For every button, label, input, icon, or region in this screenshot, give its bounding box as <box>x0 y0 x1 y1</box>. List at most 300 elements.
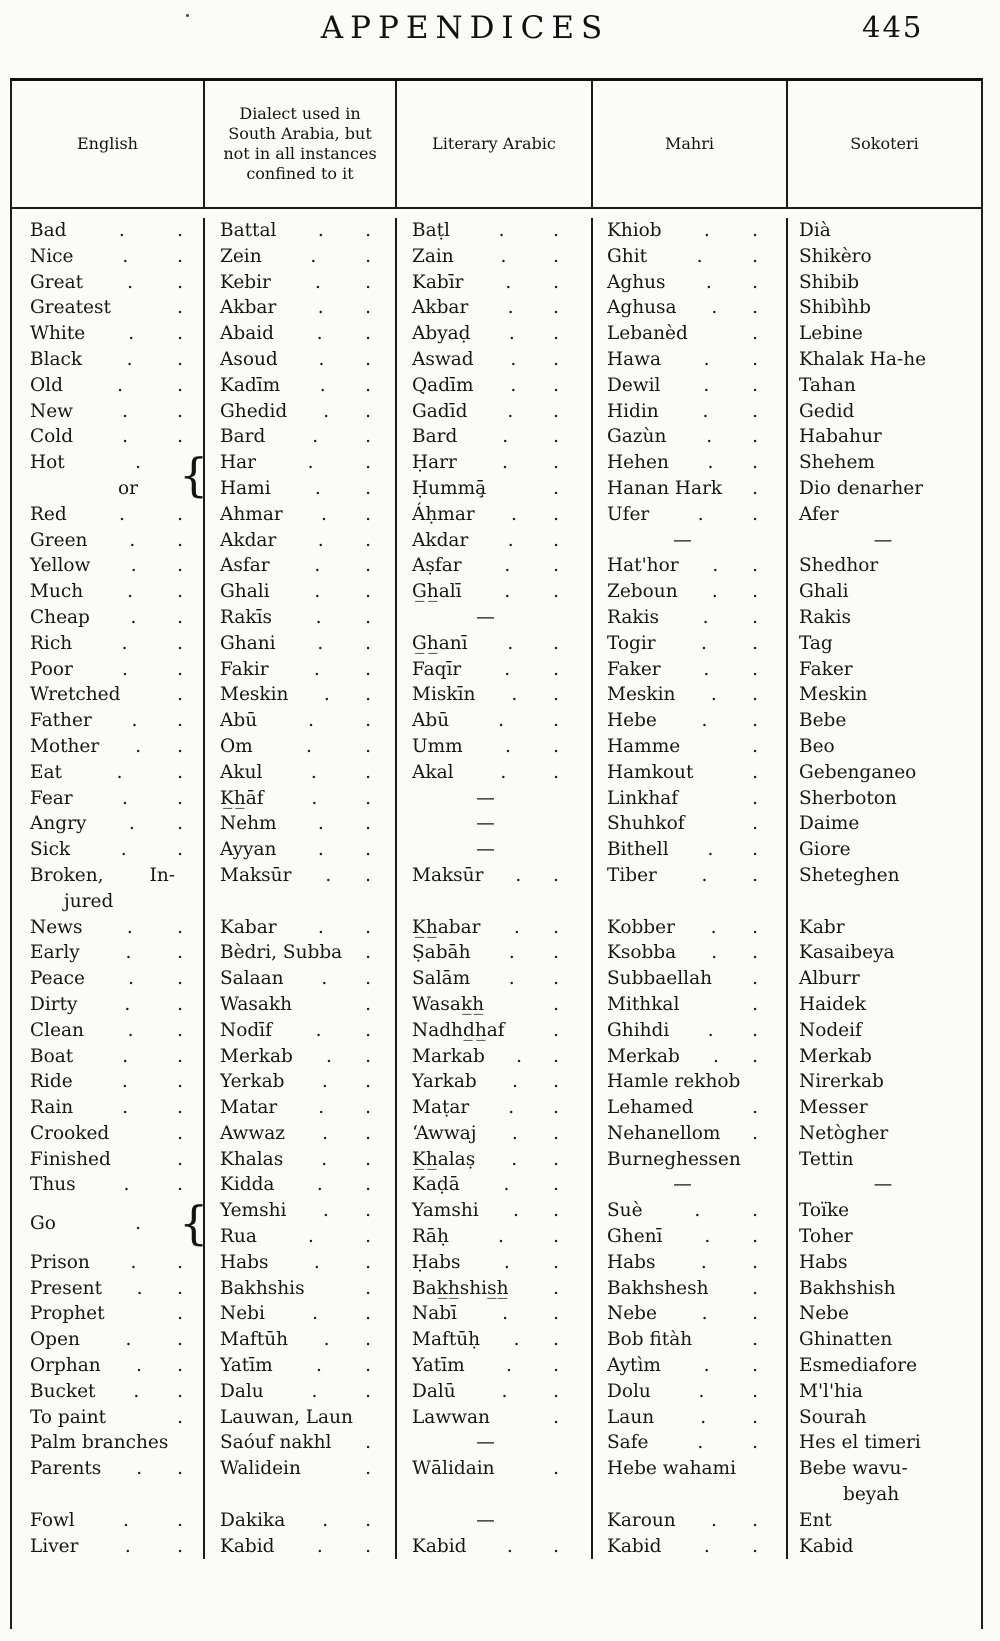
leader-dot: . <box>177 1174 183 1196</box>
table-cell <box>397 786 593 812</box>
table-cell <box>593 1172 788 1198</box>
table-cell <box>788 1095 981 1121</box>
leader-dot: . <box>316 323 323 345</box>
leader-dot: . <box>136 1458 143 1480</box>
table-cell <box>593 1069 788 1095</box>
leader-dot: . <box>308 1226 314 1248</box>
entry-word: Lauwan, Laun <box>220 1406 353 1428</box>
entry-word: Kabid <box>799 1535 854 1557</box>
entry-word: G̲h̲anī <box>412 632 468 654</box>
table-cell <box>12 1379 205 1405</box>
vocabulary-table <box>10 78 983 1629</box>
leader-dot: . <box>118 503 125 525</box>
table-cell <box>397 347 593 373</box>
entry-word: Fear <box>30 787 73 809</box>
table-cell <box>788 631 981 657</box>
leader-dot: . <box>177 1458 183 1480</box>
leader-dot: . <box>365 323 371 345</box>
entry-word: Greatest <box>30 297 111 319</box>
entry-word: Ent <box>799 1509 832 1531</box>
leader-dot: . <box>177 1303 183 1325</box>
entry-word: News <box>30 916 83 938</box>
table-cell <box>397 1430 593 1456</box>
leader-dot: . <box>177 606 183 628</box>
leader-dot: . <box>177 968 183 990</box>
leader-dot: . <box>135 1355 142 1377</box>
entry-word: Bakhshesh <box>607 1277 709 1299</box>
table-cell <box>788 1276 981 1302</box>
leader-dot: . <box>365 374 371 396</box>
leader-dot: . <box>365 1329 371 1351</box>
table-cell <box>788 270 981 296</box>
entry-word: Akbar <box>220 297 277 319</box>
leader-dot: . <box>503 1251 510 1273</box>
entry-word: Ḥabs <box>412 1251 461 1273</box>
entry-word: Maṭar <box>412 1097 470 1119</box>
leader-dot: . <box>121 632 128 654</box>
entry-word: Zeboun <box>607 581 678 603</box>
entry-word: Nebe <box>607 1303 657 1325</box>
entry-word: Walidein <box>220 1458 301 1480</box>
table-cell <box>205 863 397 889</box>
leader-dot: . <box>314 581 321 603</box>
table-cell <box>593 1379 788 1405</box>
table-cell <box>397 734 593 760</box>
entry-word: Daime <box>799 813 860 835</box>
table-body <box>12 209 981 1559</box>
entry-word: Rua <box>220 1226 257 1248</box>
leader-dot: . <box>500 761 507 783</box>
entry-word: Afer <box>799 503 839 525</box>
entry-word: To paint <box>30 1406 107 1428</box>
entry-word: Yarkab <box>412 1071 477 1093</box>
entry-word: Hawa <box>607 348 662 370</box>
leader-dot: . <box>504 735 511 757</box>
leader-dot: . <box>510 503 517 525</box>
leader-dot: . <box>752 1277 758 1299</box>
entry-word: Giore <box>799 839 851 861</box>
table-cell <box>788 321 981 347</box>
table-cell <box>788 1482 981 1508</box>
leader-dot: . <box>365 348 371 370</box>
leader-dot: . <box>752 735 758 757</box>
entry-word: Nirerkab <box>799 1071 884 1093</box>
leader-dot: . <box>312 426 319 448</box>
leader-dot: . <box>752 1226 758 1248</box>
entry-word: Kabar <box>220 916 277 938</box>
table-cell <box>205 270 397 296</box>
leader-dot: . <box>511 1148 518 1170</box>
entry-word: Nebi <box>220 1303 265 1325</box>
table-cell <box>593 1430 788 1456</box>
leader-dot: . <box>516 1045 522 1067</box>
leader-dot: . <box>122 1509 129 1531</box>
leader-dot: . <box>711 581 718 603</box>
leader-dot: . <box>553 374 559 396</box>
entry-word: ‘Awwaj <box>412 1122 477 1144</box>
empty-entry-dash: — <box>476 813 495 835</box>
table-cell <box>593 270 788 296</box>
leader-dot: . <box>116 761 123 783</box>
entry-word: Shibìhb <box>799 297 872 319</box>
table-cell <box>12 837 205 863</box>
leader-dot: . <box>553 1122 559 1144</box>
leader-dot: . <box>553 710 559 732</box>
leader-dot: . <box>703 1535 710 1557</box>
table-cell <box>788 450 981 476</box>
table-cell <box>205 1405 397 1431</box>
entry-word: Linkhaf <box>607 787 679 809</box>
table-cell <box>12 708 205 734</box>
table-cell <box>12 1196 209 1251</box>
table-cell <box>12 579 205 605</box>
table-cell <box>205 1430 397 1456</box>
leader-dot: . <box>713 1045 719 1067</box>
table-cell <box>788 682 981 708</box>
entry-word: Great <box>30 271 84 293</box>
entry-word: beyah <box>843 1484 900 1506</box>
entry-word: Gedid <box>799 400 855 422</box>
table-cell <box>593 966 788 992</box>
leader-dot: . <box>177 632 183 654</box>
table-cell <box>397 708 593 734</box>
table-row <box>12 915 981 941</box>
entry-word: Kabid <box>412 1535 467 1557</box>
leader-dot: . <box>177 1509 183 1531</box>
entry-word: Clean <box>30 1019 84 1041</box>
table-cell <box>397 1456 593 1482</box>
table-cell <box>205 1508 397 1534</box>
entry-word: Hidin <box>607 400 659 422</box>
table-cell <box>12 786 205 812</box>
leader-dot: . <box>365 916 371 938</box>
entry-word: Abyaḍ <box>412 323 471 345</box>
entry-word: Lebanèd <box>607 323 688 345</box>
table-cell <box>205 1121 397 1147</box>
leader-dot: . <box>365 839 371 861</box>
leader-dot: . <box>320 503 327 525</box>
leader-dot: . <box>752 477 758 499</box>
table-row <box>12 657 981 683</box>
entry-word: Aghusa <box>607 297 677 319</box>
leader-dot: . <box>710 1509 717 1531</box>
entry-word: Shibib <box>799 271 860 293</box>
table-cell <box>788 1069 981 1095</box>
leader-dot: . <box>118 220 125 241</box>
leader-dot: . <box>752 220 758 241</box>
table-cell <box>205 450 397 476</box>
table-cell <box>788 992 981 1018</box>
leader-dot: . <box>553 993 559 1015</box>
entry-word: Battal <box>220 220 277 241</box>
leader-dot: . <box>127 581 134 603</box>
entry-word: Hes el timeri <box>799 1432 921 1454</box>
leader-dot: . <box>321 1071 328 1093</box>
leader-dot: . <box>365 1045 371 1067</box>
entry-word: Ksobba <box>607 942 677 964</box>
entry-word: Angry <box>30 813 87 835</box>
table-cell <box>397 682 593 708</box>
table-cell <box>397 321 593 347</box>
table-row <box>12 966 981 992</box>
leader-dot: . <box>752 684 758 706</box>
entry-word: Mother <box>30 735 100 757</box>
entry-word: Bèdri, Subba <box>220 942 343 964</box>
entry-word: Gebenganeo <box>799 761 917 783</box>
table-cell <box>788 889 981 915</box>
leader-dot: . <box>365 1277 371 1299</box>
table-cell <box>788 502 981 528</box>
table-row <box>12 889 981 915</box>
leader-dot: . <box>553 1148 559 1170</box>
leader-dot: . <box>508 1097 515 1119</box>
table-cell <box>593 502 788 528</box>
leader-dot: . <box>515 864 522 886</box>
table-row <box>12 1456 981 1482</box>
leader-dot: . <box>123 1174 130 1196</box>
entry-word: Bithell <box>607 839 669 861</box>
leader-dot: . <box>365 271 371 293</box>
table-cell <box>397 889 593 915</box>
entry-word: Zain <box>412 245 454 267</box>
leader-dot: . <box>128 968 134 990</box>
table-cell <box>12 760 205 786</box>
leader-dot: . <box>696 245 703 267</box>
table-cell <box>788 734 981 760</box>
leader-dot: . <box>510 374 517 396</box>
table-cell <box>593 399 788 425</box>
table-row <box>12 682 981 708</box>
entry-word: Kidda <box>220 1174 275 1196</box>
column-header-dialect: Dialect used in South Arabia, but not in all instances confined to it <box>205 81 397 209</box>
entry-word: Green <box>30 529 88 551</box>
entry-word: Dio denarher <box>799 477 924 499</box>
table-cell <box>205 1044 397 1070</box>
leader-dot: . <box>502 452 508 474</box>
leader-dot: . <box>752 658 758 680</box>
leader-dot: . <box>507 529 514 551</box>
entry-word: Sheteghen <box>799 864 900 886</box>
table-cell <box>788 1224 981 1250</box>
table-cell <box>593 347 788 373</box>
table-row <box>12 992 981 1018</box>
entry-word: Markab <box>412 1045 485 1067</box>
leader-dot: . <box>177 323 183 345</box>
table-cell <box>12 321 205 347</box>
table-cell <box>205 605 397 631</box>
leader-dot: . <box>124 1535 131 1557</box>
leader-dot: . <box>553 1535 559 1557</box>
leader-dot: . <box>752 916 758 938</box>
entry-word: Habahur <box>799 426 882 448</box>
table-cell <box>397 760 593 786</box>
entry-word: Nodīf <box>220 1019 272 1041</box>
leader-dot: . <box>125 942 132 964</box>
empty-entry-dash: — <box>673 529 692 551</box>
entry-word: Maftūḥ <box>412 1329 481 1351</box>
table-cell <box>12 940 205 966</box>
leader-dot: . <box>365 813 371 835</box>
leader-dot: . <box>321 1148 328 1170</box>
empty-entry-dash: — <box>673 1174 692 1196</box>
table-cell <box>397 1301 593 1327</box>
entry-word: Black <box>30 348 83 370</box>
table-cell <box>12 1044 205 1070</box>
table-cell <box>397 244 593 270</box>
leader-dot: . <box>177 271 183 293</box>
column-header-literary-arabic: Literary Arabic <box>397 81 593 209</box>
leader-dot: . <box>318 1097 325 1119</box>
entry-word: Bebe wavu- <box>799 1458 908 1480</box>
entry-word: Netògher <box>799 1122 889 1144</box>
entry-word: Maksūr <box>220 864 292 886</box>
entry-word: Rain <box>30 1097 74 1119</box>
leader-dot: . <box>504 658 511 680</box>
table-cell <box>205 373 397 399</box>
leader-dot: . <box>711 942 718 964</box>
row-group-brace: { <box>179 448 209 503</box>
table-row <box>12 424 981 450</box>
entry-word: Nice <box>30 245 74 267</box>
table-cell <box>12 1121 205 1147</box>
table-cell <box>593 631 788 657</box>
entry-word: Meskin <box>607 684 676 706</box>
leader-dot: . <box>498 220 505 241</box>
table-cell <box>397 811 593 837</box>
table-cell <box>205 1224 397 1250</box>
leader-dot: . <box>553 477 559 499</box>
leader-dot: . <box>553 245 559 267</box>
entry-word: Messer <box>799 1097 868 1119</box>
table-cell <box>593 657 788 683</box>
entry-word: Khalak Ha-he <box>799 348 927 370</box>
leader-dot: . <box>501 1380 508 1402</box>
table-cell <box>593 1456 788 1482</box>
table-cell <box>788 1044 981 1070</box>
entry-word: Bakhshis <box>220 1277 305 1299</box>
leader-dot: . <box>553 323 559 345</box>
table-cell <box>12 1172 205 1198</box>
table-cell <box>12 992 205 1018</box>
leader-dot: . <box>365 220 371 241</box>
entry-word: Faker <box>607 658 661 680</box>
leader-dot: . <box>752 839 758 861</box>
table-row <box>12 1121 981 1147</box>
leader-dot: . <box>177 529 183 551</box>
column-header-english: English <box>12 81 205 209</box>
leader-dot: . <box>553 1251 559 1273</box>
entry-word: Tahan <box>799 374 856 396</box>
leader-dot: . <box>365 1509 371 1531</box>
entry-word: Baṭl <box>412 220 450 241</box>
table-cell <box>593 837 788 863</box>
table-cell <box>788 786 981 812</box>
entry-word: Kadīm <box>220 374 281 396</box>
leader-dot: . <box>365 1432 371 1454</box>
leader-dot: . <box>122 245 129 267</box>
leader-dot: . <box>317 297 324 319</box>
leader-dot: . <box>130 555 137 577</box>
leader-dot: . <box>122 1045 129 1067</box>
leader-dot: . <box>752 1509 758 1531</box>
entry-word: Dolu <box>607 1380 651 1402</box>
leader-dot: . <box>752 864 758 886</box>
leader-dot: . <box>553 348 559 370</box>
leader-dot: . <box>136 1277 143 1299</box>
leader-dot: . <box>702 606 709 628</box>
entry-word: Haidek <box>799 993 867 1015</box>
empty-entry-dash: — <box>873 529 893 551</box>
table-cell <box>788 424 981 450</box>
table-cell <box>205 502 397 528</box>
table-cell <box>593 1198 788 1224</box>
leader-dot: . <box>553 916 559 938</box>
entry-word: Yerkab <box>220 1071 285 1093</box>
entry-word: Kabīr <box>412 271 464 293</box>
table-cell <box>593 1482 788 1508</box>
table-row <box>12 1095 981 1121</box>
table-cell <box>12 1405 205 1431</box>
leader-dot: . <box>323 1329 330 1351</box>
leader-dot: . <box>553 1200 559 1222</box>
entry-word: Kabid <box>220 1535 275 1557</box>
entry-word: Go <box>30 1213 56 1235</box>
entry-word: Abaid <box>220 323 274 345</box>
entry-word: Yatīm <box>412 1355 465 1377</box>
leader-dot: . <box>365 1251 371 1273</box>
leader-dot: . <box>752 993 758 1015</box>
entry-word: Bebe <box>799 710 847 732</box>
entry-word: Sherboton <box>799 787 897 809</box>
table-cell <box>205 837 397 863</box>
leader-dot: . <box>312 1303 318 1325</box>
leader-dot: . <box>365 632 371 654</box>
leader-dot: . <box>177 761 183 783</box>
leader-dot: . <box>177 426 183 448</box>
table-cell <box>12 889 205 915</box>
table-cell <box>397 915 593 941</box>
table-cell <box>593 1353 788 1379</box>
entry-word: Parents <box>30 1458 102 1480</box>
table-cell <box>12 1018 205 1044</box>
table-cell <box>593 863 788 889</box>
entry-word: Maftūh <box>220 1329 289 1351</box>
leader-dot: . <box>317 916 324 938</box>
table-cell <box>205 321 397 347</box>
leader-dot: . <box>128 323 135 345</box>
table-cell <box>593 915 788 941</box>
leader-dot: . <box>365 452 371 474</box>
table-cell <box>397 373 593 399</box>
table-cell <box>205 734 397 760</box>
leader-dot: . <box>365 1226 371 1248</box>
empty-entry-dash: — <box>873 1174 893 1196</box>
empty-entry-dash: — <box>476 1432 495 1454</box>
table-cell <box>205 244 397 270</box>
leader-dot: . <box>513 1329 520 1351</box>
leader-dot: . <box>131 710 138 732</box>
leader-dot: . <box>553 1329 559 1351</box>
entry-word: Wasakh <box>220 993 293 1015</box>
table-cell <box>205 786 397 812</box>
table-cell <box>397 1018 593 1044</box>
table-cell <box>788 966 981 992</box>
entry-word: Bad <box>30 220 67 241</box>
leader-dot: . <box>177 1097 183 1119</box>
table-cell <box>593 682 788 708</box>
entry-word: Hat'hor <box>607 555 679 577</box>
entry-word: Maksūr <box>412 864 484 886</box>
